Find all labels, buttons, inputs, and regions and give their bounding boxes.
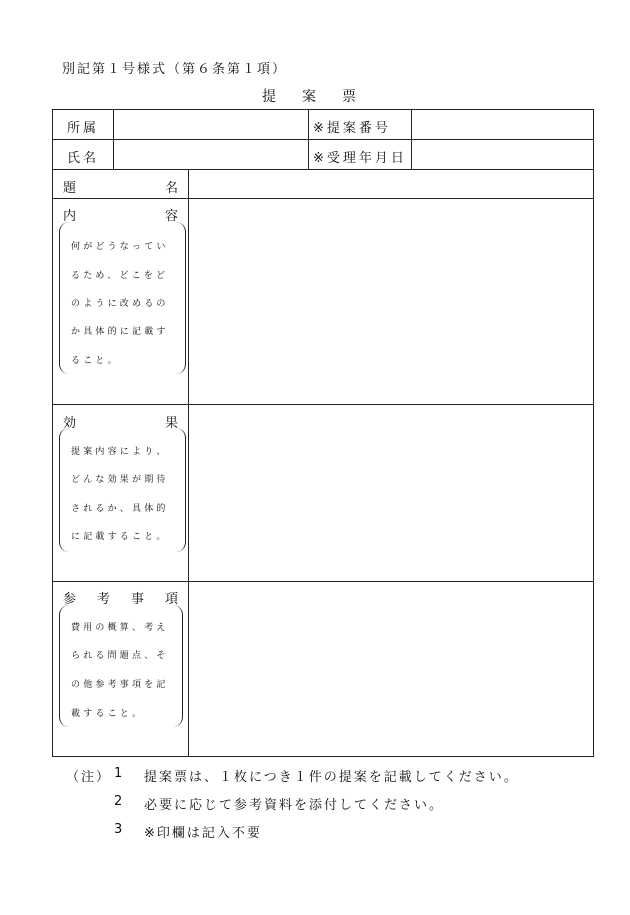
effect-instruction-line: どんな効果が期待 (71, 475, 169, 485)
content-instruction-line: か具体的に記載す (71, 327, 169, 337)
content-instruction-line: るため、どこをど (71, 271, 169, 281)
effect-instruction-line: 提案内容により、 (71, 447, 169, 457)
effect-instruction-line: されるか、具体的 (71, 504, 169, 514)
label-char: 参 (63, 592, 77, 607)
subject-label (63, 177, 178, 196)
note-text: 提案票は、１枚につき１件の提案を記載してください。 (144, 770, 519, 785)
form-title (0, 86, 630, 106)
reference-field[interactable] (189, 582, 593, 757)
proposal-number-label: ※提案番号 (313, 121, 391, 136)
name-label: 氏名 (67, 151, 100, 166)
label-char: 名 (164, 181, 178, 196)
note-text: ※印欄は記入不要 (144, 826, 262, 841)
form-reference: 別記第１号様式（第６条第１項） (62, 62, 288, 77)
label-char: 考 (96, 592, 110, 607)
name-field[interactable] (113, 140, 307, 169)
label-char: 内 (63, 209, 77, 224)
reference-instruction-line: られる問題点、そ (71, 651, 169, 661)
label-char: 項 (164, 592, 178, 607)
effect-instruction-line: に記載すること。 (71, 532, 169, 542)
label-char: 事 (130, 592, 144, 607)
affiliation-field[interactable] (113, 110, 307, 139)
affiliation-label: 所属 (67, 121, 100, 136)
content-field[interactable] (189, 199, 593, 404)
proposal-form-table (52, 109, 594, 757)
title-char: 提 (262, 89, 302, 105)
label-char: 果 (164, 416, 178, 431)
title-char: 票 (342, 89, 382, 105)
note-number: 1 (114, 766, 125, 781)
reference-instruction-line: の他参考事項を記 (71, 680, 169, 690)
note-text: 必要に応じて参考資料を添付してください。 (144, 798, 445, 813)
receipt-date-label: ※受理年月日 (313, 151, 407, 166)
content-instruction-line: のように改めるの (71, 299, 169, 309)
note-number: 3 (114, 822, 125, 837)
title-char: 案 (302, 89, 342, 105)
notes-section (66, 766, 606, 846)
note-number: 2 (114, 794, 125, 809)
notes-prefix: （注） (66, 770, 112, 785)
content-instruction-line: ること。 (71, 356, 120, 366)
reference-instruction-line: 載すること。 (71, 709, 145, 719)
label-char: 容 (164, 209, 178, 224)
content-instruction-line: 何がどうなってい (71, 242, 169, 252)
receipt-date-field[interactable] (411, 140, 593, 169)
label-char: 効 (63, 416, 77, 431)
reference-instruction-line: 費用の概算、考え (71, 623, 169, 633)
proposal-number-field[interactable] (411, 110, 593, 139)
subject-field[interactable] (189, 170, 593, 198)
label-char: 題 (63, 181, 77, 196)
effect-field[interactable] (189, 405, 593, 581)
